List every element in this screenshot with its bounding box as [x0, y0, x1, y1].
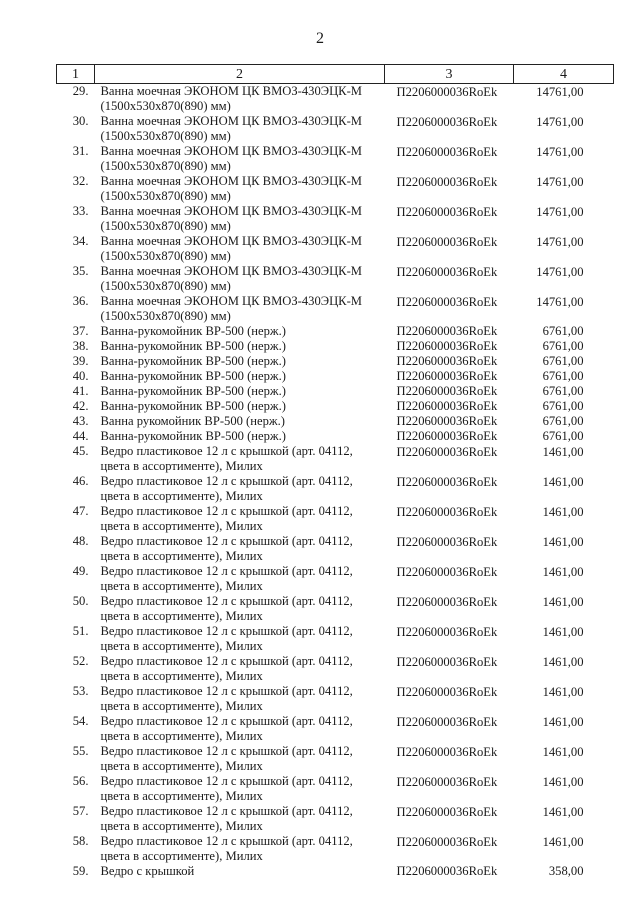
item-name: [95, 114, 385, 144]
item-price: 6761,00: [542, 384, 584, 398]
item-code: П2206000036RoEk: [396, 85, 498, 99]
item-name-line-1: Ванна моечная ЭКОНОМ ЦК ВМОЗ-430ЭЦК-М: [100, 174, 362, 188]
item-name: [95, 744, 385, 774]
row-number: 50.: [72, 594, 89, 608]
item-name-line-1: Ведро пластиковое 12 л с крышкой (арт. 04112,: [100, 774, 353, 788]
item-name: [95, 369, 385, 384]
table-row: [57, 444, 614, 474]
item-name-line-2: (1500x530x870(890) мм): [100, 99, 231, 113]
item-name-line-2: (1500x530x870(890) мм): [100, 309, 231, 323]
item-name: [95, 204, 385, 234]
item-name: [95, 444, 385, 474]
item-code: П2206000036RoEk: [396, 655, 498, 669]
item-price: 6761,00: [542, 429, 584, 443]
column-header-1: 1: [57, 65, 95, 84]
item-name: [95, 864, 385, 879]
item-name-line-1: Ведро пластиковое 12 л с крышкой (арт. 04112,: [100, 684, 353, 698]
row-number: 35.: [72, 264, 89, 278]
item-code: П2206000036RoEk: [396, 429, 498, 443]
item-code: П2206000036RoEk: [396, 295, 498, 309]
item-name-line-1: Ванна-рукомойник ВР-500 (нерж.): [100, 324, 286, 338]
item-code: П2206000036RoEk: [396, 775, 498, 789]
item-price: 1461,00: [542, 535, 584, 549]
item-code: П2206000036RoEk: [396, 565, 498, 579]
item-price: 14761,00: [536, 205, 584, 219]
item-name: [95, 834, 385, 864]
item-name: [95, 714, 385, 744]
item-name-line-2: цвета в ассортименте), Милих: [100, 459, 263, 473]
item-name: [95, 504, 385, 534]
item-code: П2206000036RoEk: [396, 505, 498, 519]
item-price: 14761,00: [536, 175, 584, 189]
row-number: 48.: [72, 534, 89, 548]
item-name-line-2: цвета в ассортименте), Милих: [100, 669, 263, 683]
item-name-line-1: Ванна моечная ЭКОНОМ ЦК ВМОЗ-430ЭЦК-М: [100, 84, 362, 98]
column-header-4: 4: [514, 65, 614, 84]
table-row: [57, 429, 614, 444]
item-price: 1461,00: [542, 475, 584, 489]
item-code: П2206000036RoEk: [396, 115, 498, 129]
table-row: [57, 864, 614, 879]
item-price: 1461,00: [542, 595, 584, 609]
table-row: [57, 339, 614, 354]
column-header-3: 3: [385, 65, 514, 84]
row-number: 46.: [72, 474, 89, 488]
table-row: [57, 369, 614, 384]
item-code: П2206000036RoEk: [396, 625, 498, 639]
table-row: [57, 174, 614, 204]
table-row: [57, 204, 614, 234]
item-code: П2206000036RoEk: [396, 805, 498, 819]
item-name-line-2: (1500x530x870(890) мм): [100, 249, 231, 263]
item-name: [95, 384, 385, 399]
item-price: 1461,00: [542, 745, 584, 759]
item-price: 358,00: [548, 864, 584, 878]
item-name: [95, 174, 385, 204]
table-row: [57, 504, 614, 534]
item-price: 14761,00: [536, 295, 584, 309]
table-row: [57, 354, 614, 369]
item-name-line-2: цвета в ассортименте), Милих: [100, 759, 263, 773]
item-name-line-1: Ведро пластиковое 12 л с крышкой (арт. 04112,: [100, 504, 353, 518]
item-price: 14761,00: [536, 265, 584, 279]
item-name-line-1: Ведро пластиковое 12 л с крышкой (арт. 04112,: [100, 474, 353, 488]
item-name-line-1: Ведро пластиковое 12 л с крышкой (арт. 04112,: [100, 594, 353, 608]
item-name: [95, 564, 385, 594]
item-name: [95, 354, 385, 369]
table-row: [57, 324, 614, 339]
item-name: [95, 324, 385, 339]
item-price: 14761,00: [536, 115, 584, 129]
table-row: [57, 144, 614, 174]
item-name: [95, 624, 385, 654]
item-name-line-1: Ведро пластиковое 12 л с крышкой (арт. 04112,: [100, 564, 353, 578]
row-number: 53.: [72, 684, 89, 698]
item-name-line-2: (1500x530x870(890) мм): [100, 159, 231, 173]
item-name: [95, 264, 385, 294]
price-table: [56, 64, 614, 879]
item-name-line-1: Ванна-рукомойник ВР-500 (нерж.): [100, 369, 286, 383]
row-number: 42.: [72, 399, 89, 413]
item-name: [95, 684, 385, 714]
item-name: [95, 774, 385, 804]
item-code: П2206000036RoEk: [396, 864, 498, 878]
item-code: П2206000036RoEk: [396, 384, 498, 398]
table-row: [57, 399, 614, 414]
item-price: 1461,00: [542, 505, 584, 519]
item-name: [95, 804, 385, 834]
row-number: 45.: [72, 444, 89, 458]
item-code: П2206000036RoEk: [396, 685, 498, 699]
item-name-line-2: цвета в ассортименте), Милих: [100, 609, 263, 623]
item-name-line-1: Ванна моечная ЭКОНОМ ЦК ВМОЗ-430ЭЦК-М: [100, 234, 362, 248]
item-name-line-2: (1500x530x870(890) мм): [100, 129, 231, 143]
item-price: 1461,00: [542, 715, 584, 729]
table-row: [57, 84, 614, 115]
table-row: [57, 294, 614, 324]
item-name-line-2: (1500x530x870(890) мм): [100, 189, 231, 203]
item-price: 1461,00: [542, 835, 584, 849]
item-code: П2206000036RoEk: [396, 369, 498, 383]
table-row: [57, 114, 614, 144]
item-price: 1461,00: [542, 685, 584, 699]
row-number: 29.: [72, 84, 89, 98]
item-name: [95, 294, 385, 324]
table-row: [57, 594, 614, 624]
table-row: [57, 744, 614, 774]
row-number: 39.: [72, 354, 89, 368]
row-number: 59.: [72, 864, 89, 878]
item-price: 1461,00: [542, 625, 584, 639]
row-number: 38.: [72, 339, 89, 353]
item-price: 1461,00: [542, 805, 584, 819]
row-number: 55.: [72, 744, 89, 758]
item-name: [95, 474, 385, 504]
item-code: П2206000036RoEk: [396, 205, 498, 219]
item-name-line-2: цвета в ассортименте), Милих: [100, 729, 263, 743]
item-name-line-2: (1500x530x870(890) мм): [100, 279, 231, 293]
item-name: [95, 234, 385, 264]
item-price: 6761,00: [542, 354, 584, 368]
row-number: 36.: [72, 294, 89, 308]
item-name: [95, 414, 385, 429]
row-number: 37.: [72, 324, 89, 338]
item-name-line-1: Ведро пластиковое 12 л с крышкой (арт. 04112,: [100, 624, 353, 638]
table-row: [57, 624, 614, 654]
item-name: [95, 144, 385, 174]
row-number: 34.: [72, 234, 89, 248]
item-name-line-1: Ванна моечная ЭКОНОМ ЦК ВМОЗ-430ЭЦК-М: [100, 264, 362, 278]
item-price: 1461,00: [542, 775, 584, 789]
item-name-line-2: цвета в ассортименте), Милих: [100, 819, 263, 833]
item-name-line-1: Ведро пластиковое 12 л с крышкой (арт. 04112,: [100, 834, 353, 848]
item-price: 1461,00: [542, 655, 584, 669]
row-number: 33.: [72, 204, 89, 218]
row-number: 32.: [72, 174, 89, 188]
item-price: 6761,00: [542, 339, 584, 353]
table-row: [57, 774, 614, 804]
item-name-line-1: Ванна-рукомойник ВР-500 (нерж.): [100, 354, 286, 368]
row-number: 52.: [72, 654, 89, 668]
item-code: П2206000036RoEk: [396, 175, 498, 189]
item-name-line-1: Ванна моечная ЭКОНОМ ЦК ВМОЗ-430ЭЦК-М: [100, 114, 362, 128]
item-name-line-1: Ведро пластиковое 12 л с крышкой (арт. 04112,: [100, 444, 353, 458]
item-code: П2206000036RoEk: [396, 835, 498, 849]
item-code: П2206000036RoEk: [396, 235, 498, 249]
item-name-line-1: Ведро пластиковое 12 л с крышкой (арт. 04112,: [100, 534, 353, 548]
item-code: П2206000036RoEk: [396, 399, 498, 413]
item-name-line-1: Ведро с крышкой: [100, 864, 195, 878]
row-number: 49.: [72, 564, 89, 578]
item-name-line-1: Ванна-рукомойник ВР-500 (нерж.): [100, 339, 286, 353]
item-code: П2206000036RoEk: [396, 265, 498, 279]
row-number: 47.: [72, 504, 89, 518]
item-name-line-2: цвета в ассортименте), Милих: [100, 489, 263, 503]
item-price: 14761,00: [536, 235, 584, 249]
item-name-line-2: цвета в ассортименте), Милих: [100, 519, 263, 533]
item-price: 14761,00: [536, 85, 584, 99]
item-name: [95, 339, 385, 354]
row-number: 40.: [72, 369, 89, 383]
row-number: 57.: [72, 804, 89, 818]
item-name-line-1: Ведро пластиковое 12 л с крышкой (арт. 04112,: [100, 744, 353, 758]
item-code: П2206000036RoEk: [396, 354, 498, 368]
table-row: [57, 564, 614, 594]
table-row: [57, 534, 614, 564]
item-code: П2206000036RoEk: [396, 339, 498, 353]
row-number: 54.: [72, 714, 89, 728]
item-name-line-2: цвета в ассортименте), Милих: [100, 639, 263, 653]
item-name: [95, 429, 385, 444]
item-name: [95, 84, 385, 115]
item-name-line-1: Ванна рукомойник ВР-500 (нерж.): [100, 414, 285, 428]
item-price: 1461,00: [542, 565, 584, 579]
row-number: 58.: [72, 834, 89, 848]
page-number: 2: [316, 30, 324, 47]
table-header: [57, 65, 614, 84]
row-number: 56.: [72, 774, 89, 788]
item-price: 6761,00: [542, 324, 584, 338]
item-code: П2206000036RoEk: [396, 475, 498, 489]
item-price: 1461,00: [542, 445, 584, 459]
item-price: 6761,00: [542, 399, 584, 413]
item-name-line-1: Ванна-рукомойник ВР-500 (нерж.): [100, 429, 286, 443]
item-name-line-2: цвета в ассортименте), Милих: [100, 549, 263, 563]
item-code: П2206000036RoEk: [396, 715, 498, 729]
table-row: [57, 264, 614, 294]
item-name-line-1: Ванна-рукомойник ВР-500 (нерж.): [100, 399, 286, 413]
table-header-row: [57, 65, 614, 84]
item-code: П2206000036RoEk: [396, 145, 498, 159]
item-code: П2206000036RoEk: [396, 324, 498, 338]
item-name-line-1: Ванна моечная ЭКОНОМ ЦК ВМОЗ-430ЭЦК-М: [100, 144, 362, 158]
row-number: 51.: [72, 624, 89, 638]
item-name: [95, 534, 385, 564]
item-name-line-2: цвета в ассортименте), Милих: [100, 699, 263, 713]
table-row: [57, 804, 614, 834]
item-price: 6761,00: [542, 369, 584, 383]
table-row: [57, 714, 614, 744]
row-number: 43.: [72, 414, 89, 428]
column-header-2: 2: [95, 65, 385, 84]
item-name: [95, 594, 385, 624]
item-code: П2206000036RoEk: [396, 745, 498, 759]
row-number: 31.: [72, 144, 89, 158]
row-number: 44.: [72, 429, 89, 443]
table-row: [57, 384, 614, 399]
item-code: П2206000036RoEk: [396, 414, 498, 428]
item-price: 14761,00: [536, 145, 584, 159]
item-code: П2206000036RoEk: [396, 445, 498, 459]
table-row: [57, 234, 614, 264]
item-name-line-1: Ведро пластиковое 12 л с крышкой (арт. 04112,: [100, 654, 353, 668]
item-name-line-2: цвета в ассортименте), Милих: [100, 579, 263, 593]
item-price: 6761,00: [542, 414, 584, 428]
row-number: 41.: [72, 384, 89, 398]
table-row: [57, 834, 614, 864]
row-number: 30.: [72, 114, 89, 128]
table-row: [57, 654, 614, 684]
item-code: П2206000036RoEk: [396, 535, 498, 549]
item-name-line-2: цвета в ассортименте), Милих: [100, 789, 263, 803]
item-name: [95, 654, 385, 684]
item-name-line-2: (1500x530x870(890) мм): [100, 219, 231, 233]
item-name: [95, 399, 385, 414]
table-body: [57, 84, 614, 880]
table-row: [57, 684, 614, 714]
item-name-line-1: Ванна моечная ЭКОНОМ ЦК ВМОЗ-430ЭЦК-М: [100, 204, 362, 218]
table-row: [57, 474, 614, 504]
item-name-line-1: Ведро пластиковое 12 л с крышкой (арт. 04112,: [100, 714, 353, 728]
item-name-line-2: цвета в ассортименте), Милих: [100, 849, 263, 863]
item-name-line-1: Ведро пластиковое 12 л с крышкой (арт. 04112,: [100, 804, 353, 818]
table-row: [57, 414, 614, 429]
item-code: П2206000036RoEk: [396, 595, 498, 609]
item-name-line-1: Ванна моечная ЭКОНОМ ЦК ВМОЗ-430ЭЦК-М: [100, 294, 362, 308]
item-name-line-1: Ванна-рукомойник ВР-500 (нерж.): [100, 384, 286, 398]
